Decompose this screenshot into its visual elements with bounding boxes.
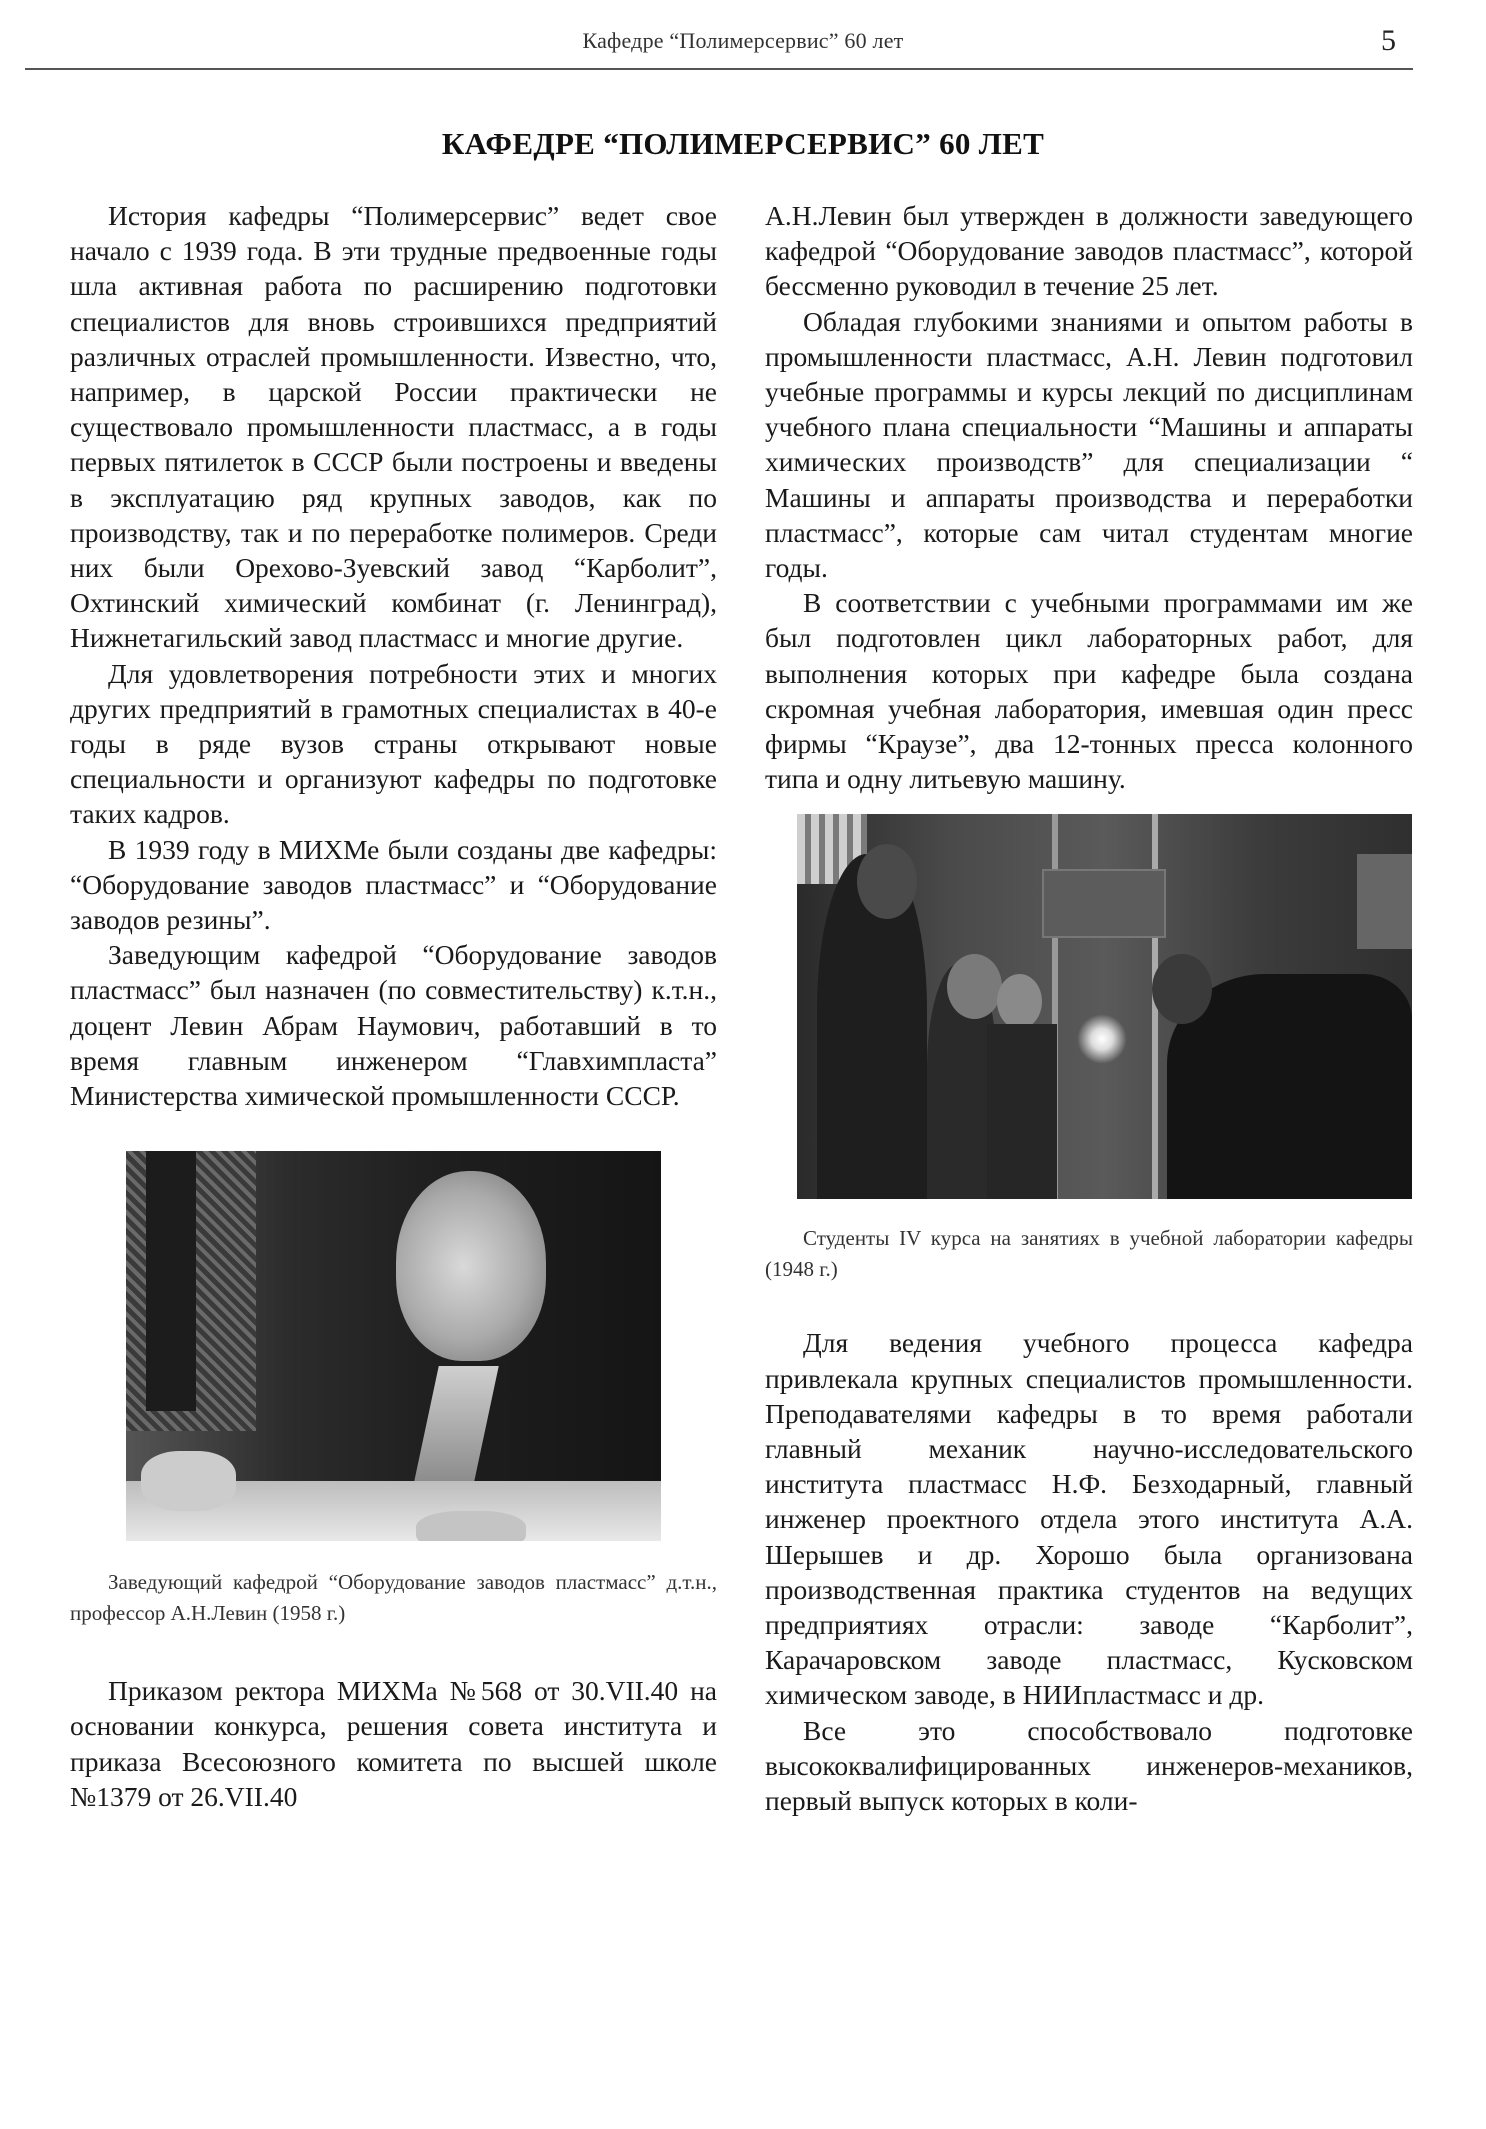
person-1-head [857, 844, 917, 919]
article-title: КАФЕДРЕ “ПОЛИМЕРСЕРВИС” 60 ЛЕТ [441, 126, 1045, 161]
window-frame [146, 1151, 196, 1411]
paragraph: Обладая глубокими знаниями и опытом работы в промышленности пластмасс, А.Н. Левин подготовил учебные программы и курсы лекций по дисциплинам учебного плана специальности “Машины и аппараты химических производств” для специализации “ Машины и аппараты производства и переработки пластмасс”, которые сам читал студентам многие годы. [765, 305, 1413, 584]
figure-lab [765, 814, 1413, 1285]
paragraph: Для удовлетворения потребности этих и многих других предприятий в грамотных специалистах в 40-е годы в ряде вузов страны открывают новые специальности и организуют кафедры по подготовке таких кадров. [70, 657, 717, 830]
header-rule [25, 68, 1413, 70]
press-head [1042, 869, 1166, 938]
figure-caption: Студенты IV курса на занятиях в учебной лаборатории кафедры (1948 г.) [765, 1226, 1413, 1282]
second-press [1357, 854, 1412, 949]
paragraph: Для ведения учебного процесса кафедра привлекала крупных специалистов промышленности. Преподавателями кафедры в то время работали главный механик научно-исследовательского института пластмасс Н.Ф. Безходарный, главный инженер проектного отдела этого института А.А. Шерышев и др. Хорошо была организована производственная практика студентов на ведущих предприятиях отрасли: заводе “Карболит”, Карачаровском заводе пластмасс, Кусковском химическом заводе, в НИИпластмасс и др. [765, 1327, 1413, 1711]
paragraph-continuation: А.Н.Левин был утвержден в должности заведующего кафедрой “Оборудование заводов пластмасс”, которой бессменно руководил в течение 25 лет. [765, 200, 1413, 302]
person-4 [987, 1024, 1057, 1199]
left-column [70, 198, 717, 1814]
paragraph: Заведующим кафедрой “Оборудование заводов пластмасс” был назначен (по совместительству) к.т.н., доцент Левин Абрам Наумович, работавший в то время главным инженером “Главхимпласта” Министерства химической промышленности СССР. [70, 939, 717, 1112]
paragraph: Все это способствовало подготовке высококвалифицированных инженеров-механиков, первый выпуск которых в коли- [765, 1714, 1413, 1817]
running-head [0, 24, 1486, 68]
photo-laboratory [797, 814, 1412, 1199]
person-3-head [947, 954, 1002, 1019]
right-hand [416, 1511, 526, 1541]
running-title: Кафедре “Полимерсервис” 60 лет [582, 28, 904, 53]
person-5-head [1152, 954, 1212, 1024]
figure-caption: Заведующий кафедрой “Оборудование заводов пластмасс” д.т.н., профессор А.Н.Левин (1958 г.) [70, 1570, 717, 1626]
left-hand [141, 1451, 236, 1511]
person-4-head [997, 974, 1042, 1029]
photo-levin-portrait [126, 1151, 661, 1541]
paragraph: Приказом ректора МИХМа №568 от 30.VII.40 на основании конкурса, решения совета института и приказа Всесоюзного комитета по высшей школе №1379 от 26.VII.40 [70, 1675, 717, 1812]
shirt-collar [413, 1366, 499, 1486]
page-number: 5 [1381, 24, 1396, 57]
light-glow [1077, 1014, 1127, 1064]
paragraph: В 1939 году в МИХМе были созданы две кафедры: “Оборудование заводов пластмасс” и “Оборудование заводов резины”. [70, 833, 717, 936]
right-column [765, 198, 1413, 1818]
figure-levin [70, 1151, 717, 1629]
person-head [396, 1171, 546, 1361]
paragraph: В соответствии с учебными программами им же был подготовлен цикл лабораторных работ, для выполнения которых при кафедре была создана скромная учебная лаборатория, имевшая один пресс фирмы “Краузе”, два 12-тонных пресса колонного типа и одну литьевую машину. [765, 587, 1413, 795]
paragraph: История кафедры “Полимерсервис” ведет свое начало с 1939 года. В эти трудные предвоенные годы шла активная работа по расширению подготовки специалистов для вновь строившихся предприятий различных отраслей промышленности. Известно, что, например, в царской России практически не существовало промышленности пластмасс, а в годы первых пятилеток в СССР были построены и введены в эксплуатацию ряд крупных заводов, как по производству, так и по переработке полимеров. Среди них были Орехово-Зуевский завод “Карболит”, Охтинский химический комбинат (г. Ленинград), Нижнетагильский завод пластмасс и многие другие. [70, 200, 717, 654]
